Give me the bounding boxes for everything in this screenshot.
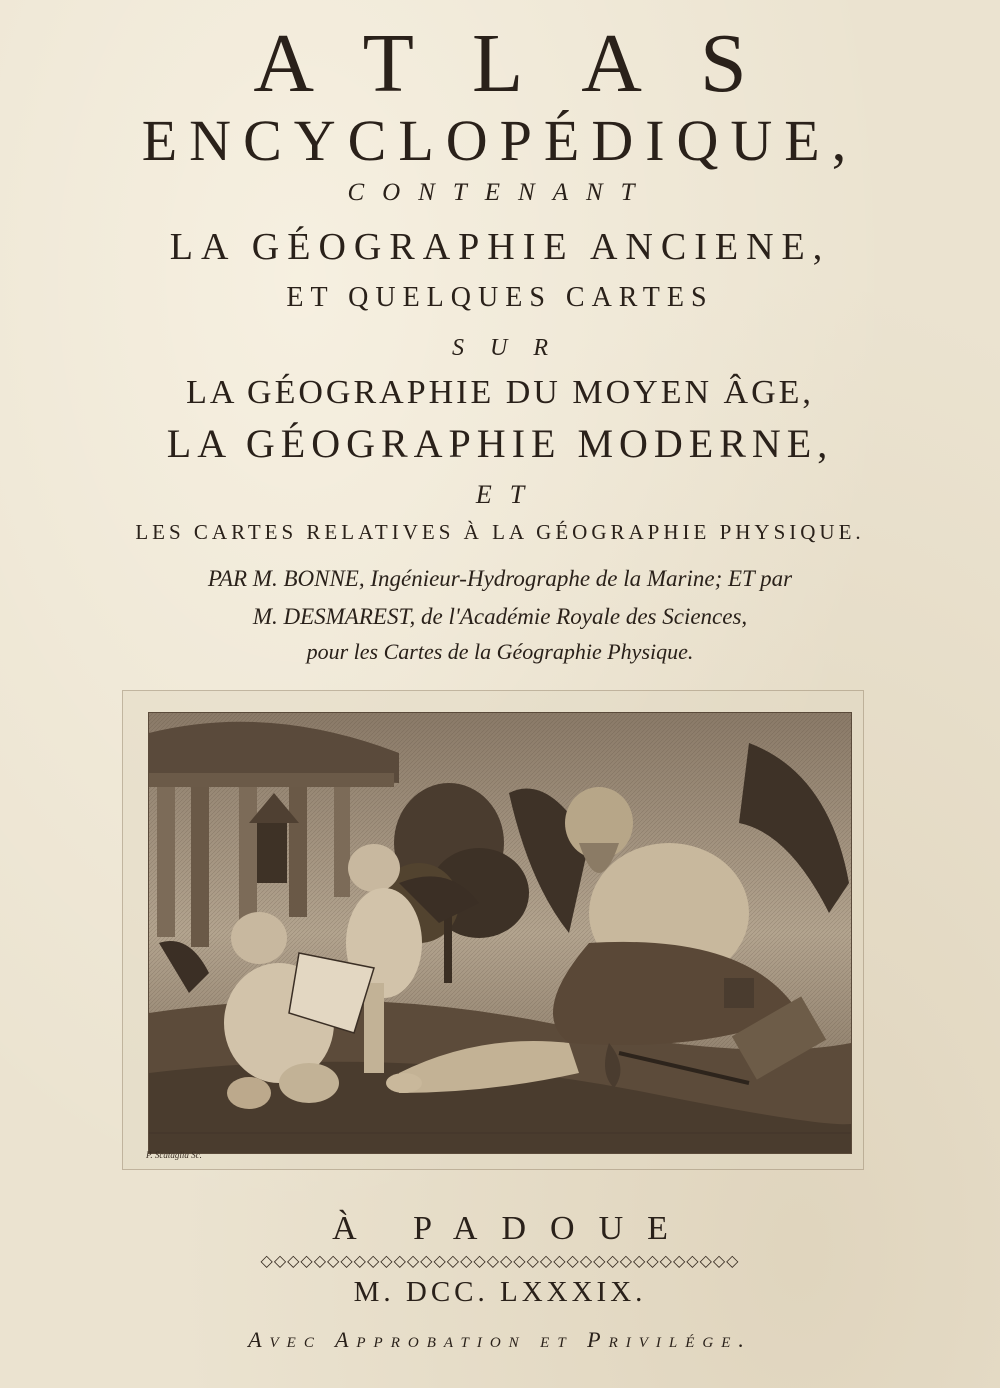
privilege-statement: Avec Approbation et Privilége. <box>248 1327 752 1352</box>
main-title: ATLAS <box>253 17 805 110</box>
subtitle-cartes-physique: LES CARTES RELATIVES À LA GÉOGRAPHIE PHYSIQUE. <box>135 520 865 544</box>
subtitle-encyclopedique: ENCYCLOPÉDIQUE, <box>141 108 859 173</box>
imprint-date: M. DCC. LXXXIX. <box>353 1276 647 1308</box>
authors-line-1: PAR M. BONNE, Ingénieur-Hydrographe de la Marine; ET par <box>207 566 793 591</box>
subtitle-geographie-anciene: LA GÉOGRAPHIE ANCIENE, <box>169 226 831 268</box>
imprint-place: À PADOUE <box>332 1210 692 1247</box>
subtitle-et: ET <box>475 480 543 509</box>
subtitle-geographie-moderne: LA GÉOGRAPHIE MODERNE, <box>166 421 834 466</box>
ornament-rule: ◇◇◇◇◇◇◇◇◇◇◇◇◇◇◇◇◇◇◇◇◇◇◇◇◇◇◇◇◇◇◇◇◇◇◇◇ <box>260 1253 740 1269</box>
subtitle-quelques-cartes: ET QUELQUES CARTES <box>286 282 714 313</box>
engraving-illustration <box>148 712 852 1154</box>
subtitle-moyen-age: LA GÉOGRAPHIE DU MOYEN ÂGE, <box>186 374 814 411</box>
authors-line-3: pour les Cartes de la Géographie Physique. <box>306 639 694 664</box>
subtitle-contenant: CONTENANT <box>347 179 653 206</box>
engraver-credit: P. Scataglia Sc. <box>146 1150 202 1160</box>
subtitle-sur: SUR <box>452 335 574 361</box>
authors-line-2: M. DESMAREST, de l'Académie Royale des Sciences, <box>252 604 748 629</box>
